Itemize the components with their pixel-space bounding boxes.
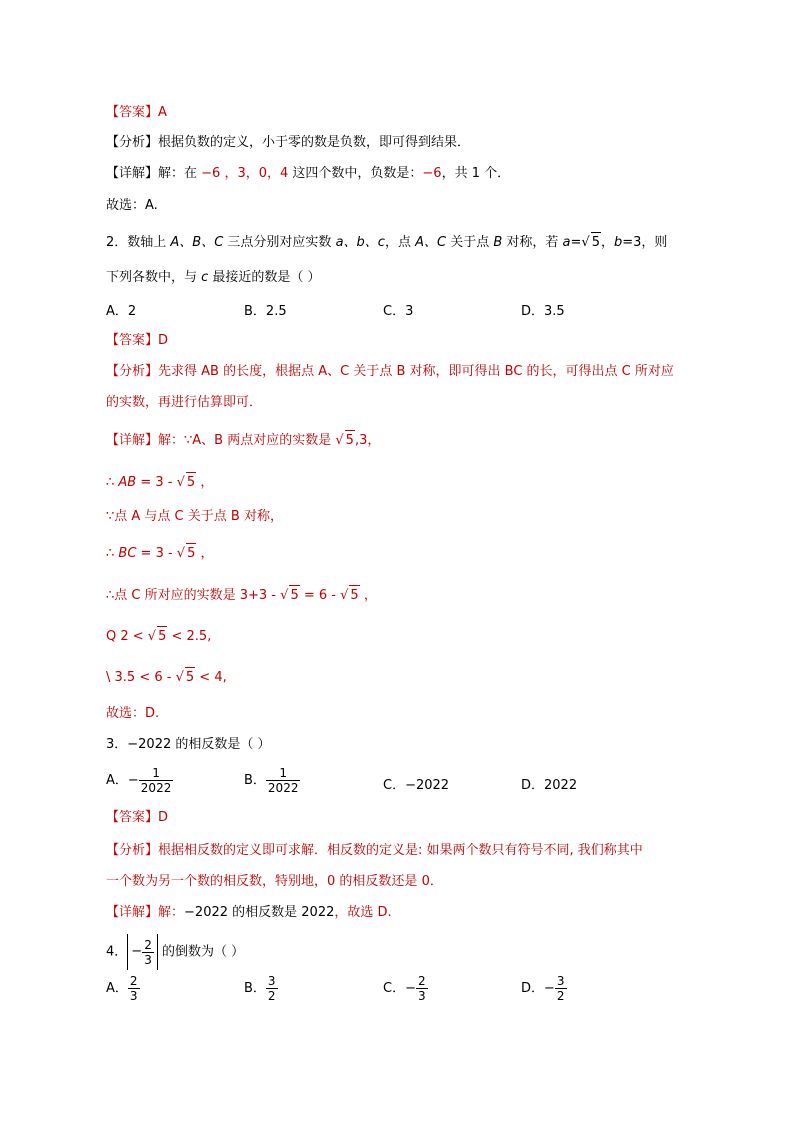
q2-detail-line1 — [106, 430, 380, 451]
q2-var-c: c — [201, 270, 209, 285]
q2-analysis-line1 — [106, 362, 674, 382]
radicand: 5 — [345, 430, 355, 451]
q2-analysis-line2: 的实数，再进行估算即可． — [106, 395, 263, 410]
radicand: 5 — [349, 585, 359, 606]
sqrt-symbol: √ 5 — [335, 430, 355, 451]
q1-detail-line — [106, 164, 510, 184]
q3-analysis-line2 — [106, 872, 443, 892]
fraction — [416, 974, 428, 1003]
q2-points: A、C — [415, 235, 447, 250]
q3-analysis-text: 的相反数还是 — [335, 874, 422, 889]
q2-stem-text: 对称，若 — [502, 235, 563, 250]
q2-detail-text: < 2.5, — [167, 629, 212, 644]
q2-stem-line2 — [106, 268, 321, 288]
analysis-tag: 【分析】 — [106, 135, 159, 150]
q2-analysis1: 先求得 AB 的长度，根据点 A、C 关于点 B 对称，即可得出 BC 的长，可得出点 C 所对应 — [158, 364, 674, 379]
radicand: 5 — [289, 585, 299, 606]
numerator: 3 — [267, 974, 276, 988]
q3-option-a — [106, 766, 173, 795]
q1-choose: 故选：A. — [106, 198, 158, 213]
q2-detail-text: Q 2 < — [106, 629, 148, 644]
detail-tag: 【详解】 — [106, 166, 159, 181]
sqrt-symbol: √ 5 — [176, 667, 196, 688]
option-label: A．− — [106, 773, 139, 788]
q1-answer: A — [158, 105, 167, 120]
q2-stem-text: 最接近的数是（ ） — [208, 270, 321, 285]
sqrt-symbol: √ 5 — [177, 472, 197, 493]
q3-option-b — [244, 766, 300, 795]
q2-detail-line3: ∵点 A 与点 C 关于点 B 对称， — [106, 509, 283, 524]
denominator: 2 — [267, 989, 276, 1003]
q2-stem-text: ， — [600, 235, 614, 250]
answer-tag: 【答案】 — [106, 810, 159, 825]
q2-var-a: a — [562, 235, 571, 250]
analysis-tag: 【分析】 — [106, 364, 159, 379]
q4-option-c — [383, 974, 428, 1003]
fraction — [139, 766, 174, 795]
q2-stem-text: ，点 — [384, 235, 416, 250]
q4-option-b — [244, 974, 278, 1003]
detail-tag: 【详解】 — [106, 433, 159, 448]
radicand: 5 — [185, 667, 195, 688]
numerator: 2 — [144, 937, 152, 952]
q2-option-a: A．2 — [106, 304, 137, 319]
sqrt-symbol: √ 5 — [340, 585, 360, 606]
absolute-value — [127, 934, 158, 970]
q2-detail-line7 — [106, 667, 227, 688]
q2-answer-line — [106, 331, 168, 351]
denominator: 2022 — [267, 781, 299, 795]
q2-stem-text: 2．数轴上 — [106, 235, 171, 250]
q3-analysis-text: 一个数为另一个数的相反数，特别地， — [106, 874, 328, 889]
q2-segment: BC — [118, 546, 137, 561]
q2-points: A、B、C — [170, 235, 224, 250]
q2-detail-line2 — [106, 472, 213, 493]
q1-detail-nums: −6 ，3，0，4 — [201, 166, 289, 181]
q3-answer: D — [158, 810, 169, 825]
analysis-tag: 【分析】 — [106, 843, 159, 858]
q2-detail-line4 — [106, 543, 214, 564]
answer-tag: 【答案】 — [106, 105, 159, 120]
q2-stem-line1 — [106, 232, 667, 253]
q3-stem: 3．−2022 的相反数是（ ） — [106, 737, 271, 752]
q2-stem-text: 关于点 — [446, 235, 494, 250]
fraction — [142, 938, 154, 967]
radicand: 5 — [157, 626, 167, 647]
answer-tag: 【答案】 — [106, 333, 159, 348]
fraction — [266, 766, 301, 795]
denominator: 3 — [417, 989, 426, 1003]
detail-tag: 【详解】 — [106, 905, 159, 920]
sqrt-symbol: √ 5 — [280, 585, 300, 606]
fraction — [266, 974, 278, 1003]
denominator: 3 — [144, 952, 152, 967]
q2-detail-text: ， — [196, 475, 214, 490]
q2-detail-text: ∴点 C 所对应的实数是 3+3 - — [106, 588, 281, 603]
q3-analysis-zero: 0 — [421, 874, 430, 889]
q2-detail-text: ∴ — [106, 546, 119, 561]
option-label: B． — [244, 773, 266, 788]
q2-vars: a、b、c — [335, 235, 385, 250]
radicand: 5 — [591, 232, 601, 253]
q3-analysis-text: ． — [429, 874, 443, 889]
q4-number: 4． — [106, 944, 128, 960]
numerator: 2 — [129, 974, 138, 988]
q2-detail-text: ,3， — [354, 433, 381, 448]
q2-option-b: B．2.5 — [244, 304, 287, 319]
q1-detail-pre: 解：在 — [158, 166, 202, 181]
q2-detail-text: ∴ — [106, 475, 119, 490]
denominator: 2022 — [140, 781, 172, 795]
numerator: 2 — [417, 974, 426, 988]
q4-option-d — [521, 974, 567, 1003]
q1-analysis: 根据负数的定义，小于零的数是负数，即可得到结果． — [158, 135, 471, 150]
q2-detail-text: = 6 - — [299, 588, 341, 603]
q1-detail-neg: −6 — [422, 166, 442, 181]
radicand: 5 — [186, 472, 196, 493]
q2-detail-line5 — [106, 585, 377, 606]
fraction — [555, 974, 567, 1003]
q1-analysis-line — [106, 133, 470, 153]
q3-detail-text: ，故选 D. — [334, 905, 392, 920]
radicand: 5 — [186, 543, 196, 564]
q2-choose: 故选：D. — [106, 706, 160, 721]
q3-analysis-zero: 0 — [327, 874, 336, 889]
q3-detail-line — [106, 903, 392, 923]
option-label: D．− — [521, 981, 555, 996]
option-label: B． — [244, 981, 266, 996]
q1-detail-mid: 这四个数中，负数是： — [288, 166, 423, 181]
q3-option-d: D．2022 — [521, 778, 578, 793]
q2-detail-text: < 4, — [195, 670, 227, 685]
q2-answer: D — [158, 333, 169, 348]
denominator: 3 — [129, 989, 138, 1003]
q2-stem-text: =3，则 — [622, 235, 668, 250]
q2-detail-line6 — [106, 626, 211, 647]
q2-stem-text: 下列各数中，与 — [106, 270, 202, 285]
q2-detail-text: ， — [359, 588, 377, 603]
numerator: 1 — [266, 766, 301, 781]
sqrt-symbol: √ 5 — [581, 232, 601, 253]
q3-analysis-line1 — [106, 841, 643, 861]
q4-stem — [106, 934, 244, 971]
q3-analysis1: 根据相反数的定义即可求解．相反数的定义是: 如果两个数只有符号不同, 我们称其中 — [158, 843, 643, 858]
fraction — [128, 974, 140, 1003]
q3-detail-text: 解： — [158, 905, 185, 920]
denominator: 2 — [556, 989, 565, 1003]
option-label: C．− — [383, 981, 416, 996]
q3-detail-expr: −2022 的相反数是 2022 — [184, 905, 335, 920]
numerator: 1 — [139, 766, 174, 781]
q2-eq: = — [570, 235, 582, 250]
q1-answer-line — [106, 103, 167, 123]
q2-option-c: C．3 — [383, 304, 414, 319]
q3-answer-line — [106, 808, 168, 828]
q2-detail-text: 解：∵A、B 两点对应的实数是 — [158, 433, 336, 448]
option-label: A． — [106, 981, 128, 996]
q2-var-b: b — [613, 235, 623, 250]
q2-stem-text: 三点分别对应实数 — [223, 235, 336, 250]
q1-detail-post: ，共 1 个． — [441, 166, 511, 181]
q4-option-a — [106, 974, 140, 1003]
numerator: 3 — [556, 974, 565, 988]
q4-stem-text: 的倒数为（ ） — [157, 944, 245, 960]
q2-detail-text: \ 3.5 < 6 - — [106, 670, 176, 685]
sqrt-symbol: √ 5 — [177, 543, 197, 564]
q2-detail-text: = 3 - — [136, 546, 177, 561]
q2-point: B — [493, 235, 503, 250]
q2-detail-text: = 3 - — [136, 475, 177, 490]
q2-detail-text: ， — [196, 546, 214, 561]
sqrt-symbol: √ 5 — [148, 626, 168, 647]
q3-option-c: C．−2022 — [383, 778, 450, 793]
q2-segment: AB — [118, 475, 137, 490]
minus-sign: − — [131, 944, 143, 959]
q2-option-d: D．3.5 — [521, 304, 565, 319]
